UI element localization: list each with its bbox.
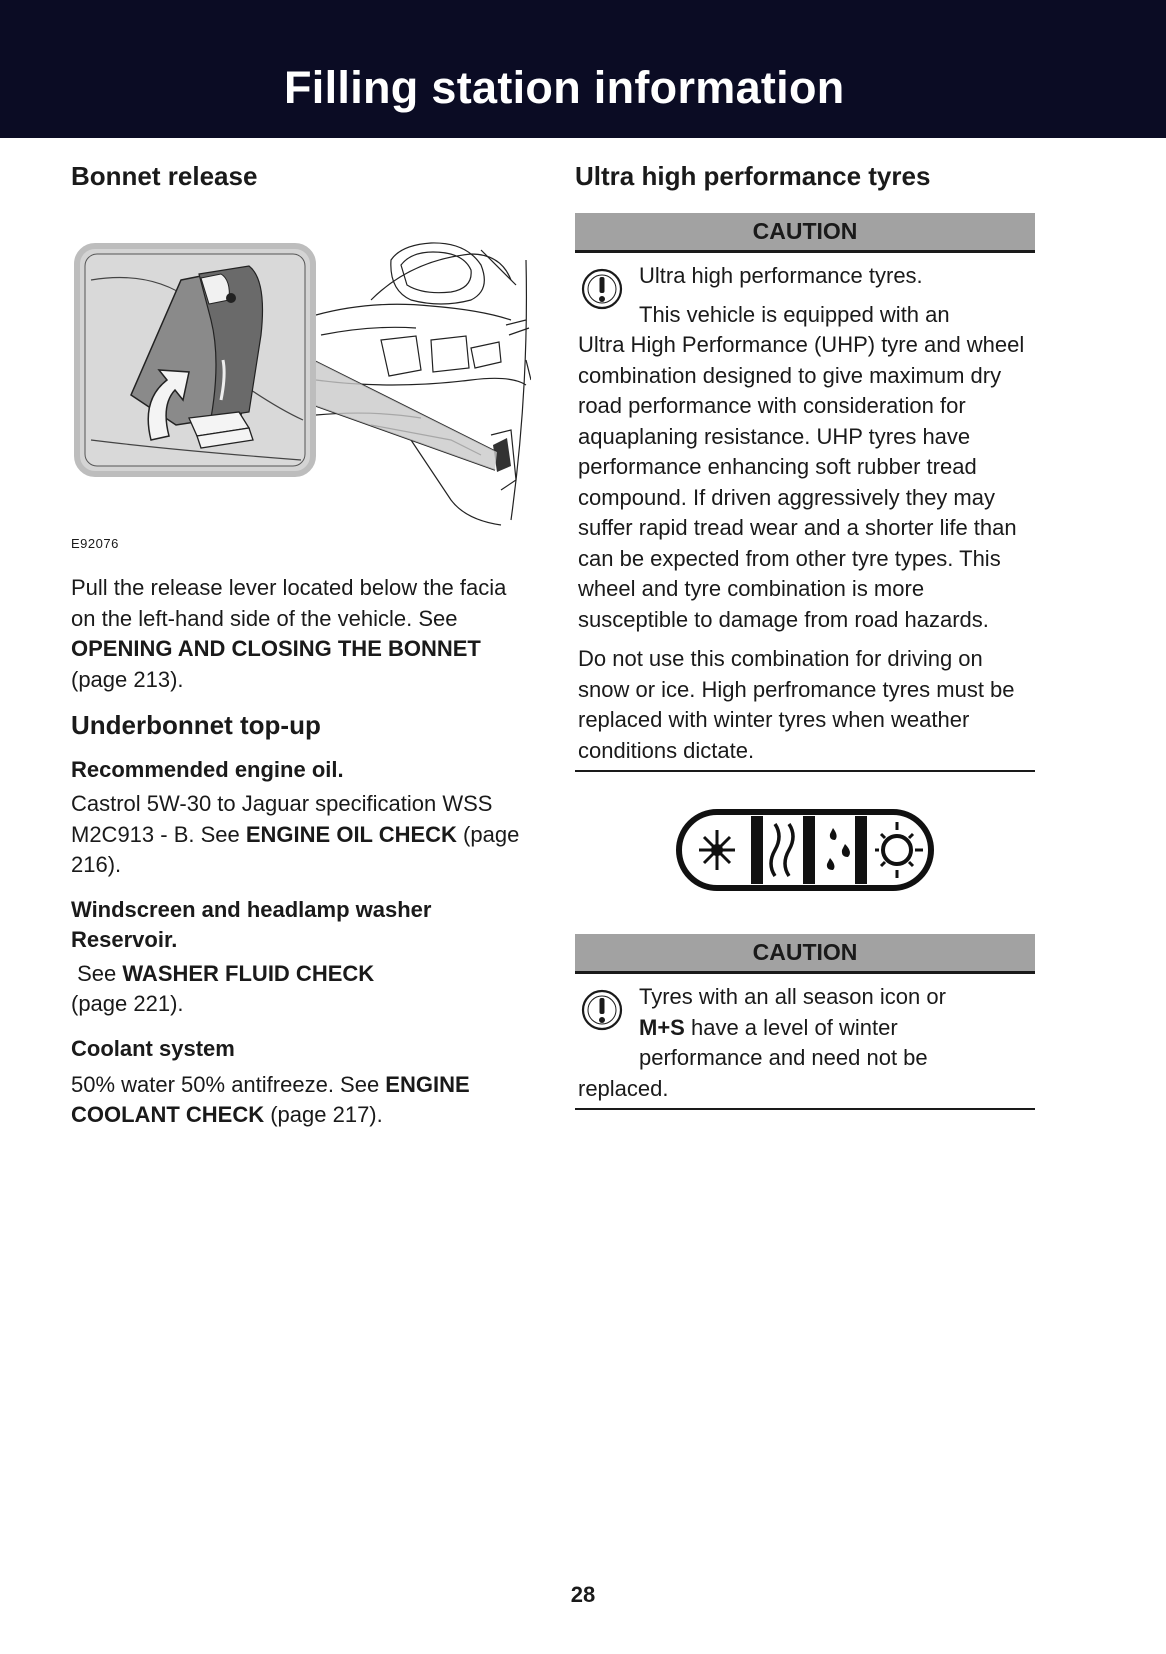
caution-label-1: CAUTION bbox=[575, 213, 1035, 253]
caution2-line-2-text: have a level of winter bbox=[684, 1014, 898, 1040]
caution2-line-3: performance and need not be bbox=[639, 1045, 928, 1070]
caution-box-2 bbox=[575, 934, 1035, 1110]
oil-link[interactable]: ENGINE OIL CHECK bbox=[245, 821, 457, 847]
bonnet-link[interactable]: OPENING AND CLOSING THE BONNET bbox=[71, 636, 481, 661]
warning-icon bbox=[580, 267, 624, 311]
coolant-page-ref: (page 217). bbox=[264, 1102, 383, 1127]
engine-oil-heading: Recommended engine oil. bbox=[71, 757, 344, 782]
oil-text: Castrol 5W-30 to Jaguar specification WSS M2C913 - B. See bbox=[71, 791, 493, 847]
caution2-bold: M+S bbox=[639, 1014, 685, 1040]
caution2-line-4: replaced. bbox=[578, 1075, 669, 1101]
washer-link[interactable]: WASHER FLUID CHECK bbox=[122, 960, 375, 986]
caution-body-2 bbox=[575, 974, 1035, 1110]
page-number: 28 bbox=[570, 1582, 596, 1607]
left-column bbox=[71, 160, 531, 1131]
coolant-link[interactable]: ENGINE COOLANT CHECK bbox=[71, 1071, 470, 1127]
bonnet-release-text bbox=[71, 573, 531, 695]
figure-code: E92076 bbox=[71, 536, 119, 551]
caution1-line-2: This vehicle is equipped with an bbox=[639, 301, 950, 327]
caution2-line-1: Tyres with an all season icon or bbox=[639, 984, 946, 1009]
caution-label-2: CAUTION bbox=[575, 934, 1035, 974]
underbonnet-heading: Underbonnet top-up bbox=[71, 710, 321, 740]
page-title: Filling station information bbox=[284, 62, 845, 113]
bonnet-release-illustration bbox=[71, 240, 531, 530]
warning-icon bbox=[580, 988, 624, 1032]
coolant-heading: Coolant system bbox=[71, 1035, 235, 1061]
uhp-tyres-heading: Ultra high performance tyres bbox=[575, 161, 931, 191]
caution2-line-2 bbox=[578, 1013, 1029, 1044]
coolant-see: 50% water 50% antifreeze. See bbox=[71, 1071, 386, 1097]
all-season-tyre-icon bbox=[675, 808, 935, 892]
right-column bbox=[575, 160, 1035, 1110]
caution-box-1 bbox=[575, 213, 1035, 772]
coolant-text bbox=[71, 1070, 531, 1131]
caution1-body: Ultra High Performance (UHP) tyre and wheel combination designed to give maximum dry road performance with consideration for aquaplaning resistance. UHP tyres have performance enhancing soft rubber tread compound. If driven aggressively they may suffer rapid tread wear and a shorter life than can be expected from other tyre types. This wheel and tyre combination is more susceptible to damage from road hazards. bbox=[578, 332, 1025, 632]
caution1-body-2: Do not use this combination for driving on snow or ice. High perfromance tyres must be replaced with winter tyres when weather conditions dictate. bbox=[578, 646, 1015, 763]
washer-text bbox=[71, 959, 531, 1020]
bonnet-text: Pull the release lever located below the facia on the left-hand side of the vehicle. See bbox=[71, 575, 507, 631]
caution1-line-1: Ultra high performance tyres. bbox=[639, 263, 923, 288]
washer-see: See bbox=[71, 960, 123, 986]
oil-page-ref: (page 216). bbox=[71, 821, 520, 877]
bonnet-page-ref: (page 213). bbox=[71, 666, 184, 692]
engine-oil-text bbox=[71, 789, 531, 881]
caution-body-1 bbox=[575, 253, 1035, 772]
washer-page-ref: (page 221). bbox=[71, 991, 184, 1016]
washer-heading: Windscreen and headlamp washer Reservoir. bbox=[71, 896, 432, 952]
bonnet-heading: Bonnet release bbox=[71, 161, 258, 191]
